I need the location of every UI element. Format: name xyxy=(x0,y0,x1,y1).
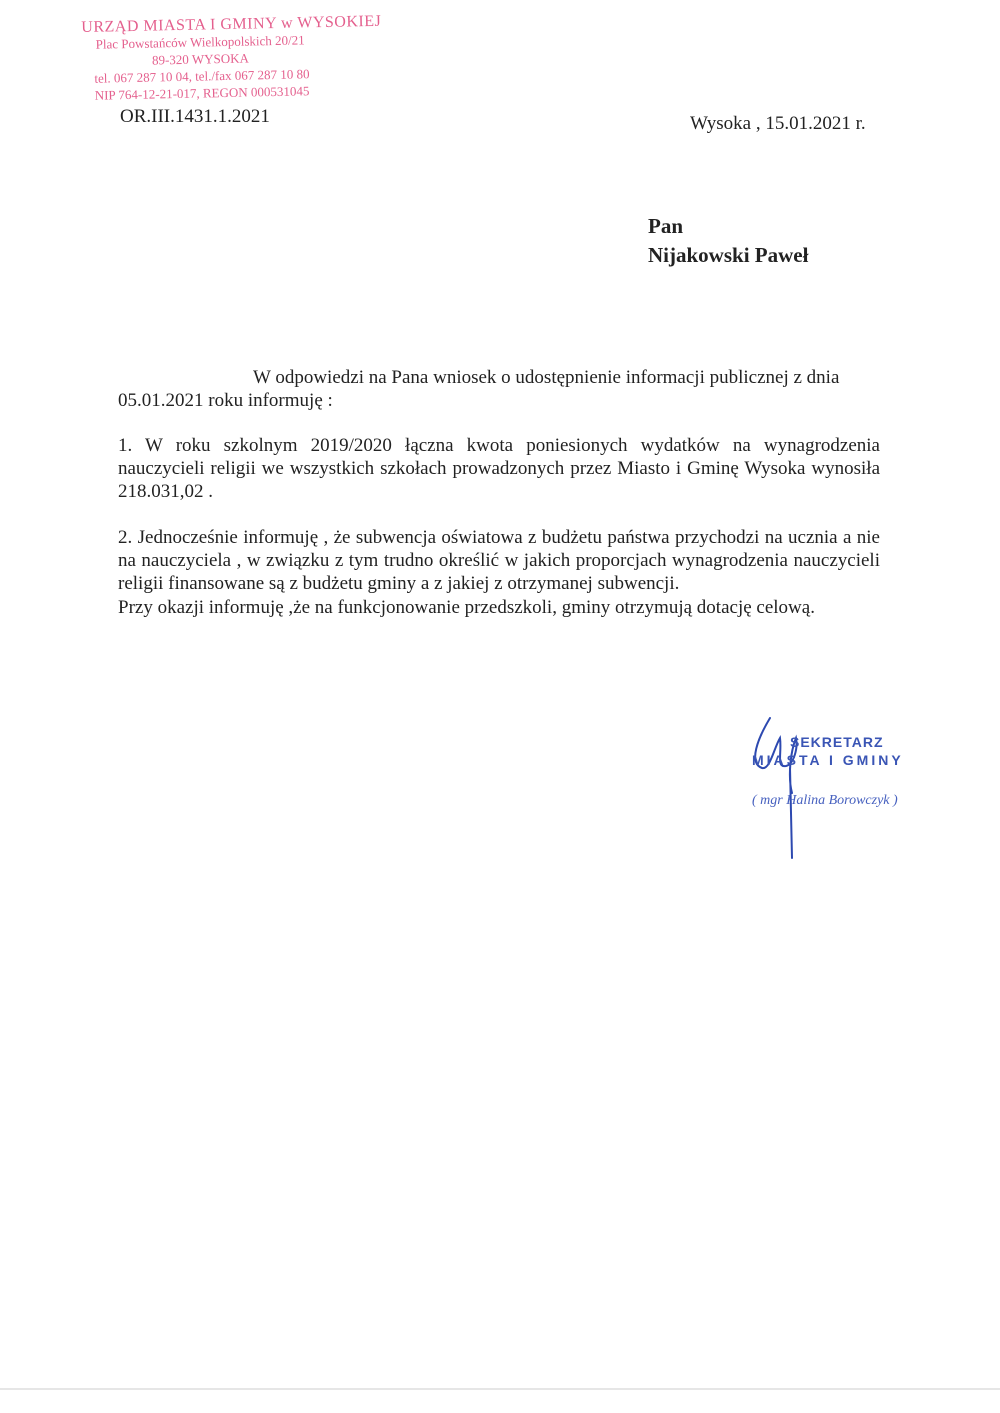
point-2-paragraph: 2. Jednocześnie informuję , że subwencja oświatowa z budżetu państwa przychodzi na ucznia a nie na nauczyciela , w związku z tym trudno określić w jakich proporcjach wynagrodzenia nauczycieli religii finansowane są z budżetu gminy a z jakiej z otrzymanej subwencji. xyxy=(118,527,880,594)
stamp-office-name: URZĄD MIASTA I GMINY w WYSOKIEJ xyxy=(81,12,382,37)
stamp-tax-ids: NIP 764-12-21-017, REGON 000531045 xyxy=(94,83,310,103)
scan-edge-divider xyxy=(0,1388,1000,1390)
stamp-city: 89-320 WYSOKA xyxy=(151,50,250,68)
recipient-name: Nijakowski Paweł xyxy=(648,243,809,267)
recipient-salutation: Pan xyxy=(648,214,684,238)
signatory-name: ( mgr Halina Borowczyk ) xyxy=(752,793,898,808)
intro-paragraph: W odpowiedzi na Pana wniosek o udostępnienie informacji publicznej z dnia 05.01.2021 roku informuję : xyxy=(118,367,840,411)
signatory-role: SEKRETARZ xyxy=(790,734,884,750)
signature-stamp xyxy=(752,733,952,809)
signatory-organization: MIASTA I GMINY xyxy=(752,752,904,768)
recipient-block xyxy=(648,212,808,270)
reference-number: OR.III.1431.1.2021 xyxy=(120,106,270,127)
office-stamp xyxy=(81,12,382,104)
stamp-phone: tel. 067 287 10 04, tel./fax 067 287 10 80 xyxy=(94,66,310,86)
place-date: Wysoka , 15.01.2021 r. xyxy=(690,113,866,134)
stamp-address: Plac Powstańców Wielkopolskich 20/21 xyxy=(95,32,305,52)
point-1-paragraph: 1. W roku szkolnym 2019/2020 łączna kwota poniesionych wydatków na wynagrodzenia nauczycieli religii we wszystkich szkołach prowadzonych przez Miasto i Gminę Wysoka wynosiła 218.031,02 . xyxy=(118,435,880,502)
closing-paragraph: Przy okazji informuję ,że na funkcjonowanie przedszkoli, gminy otrzymują dotację celową. xyxy=(118,597,815,618)
